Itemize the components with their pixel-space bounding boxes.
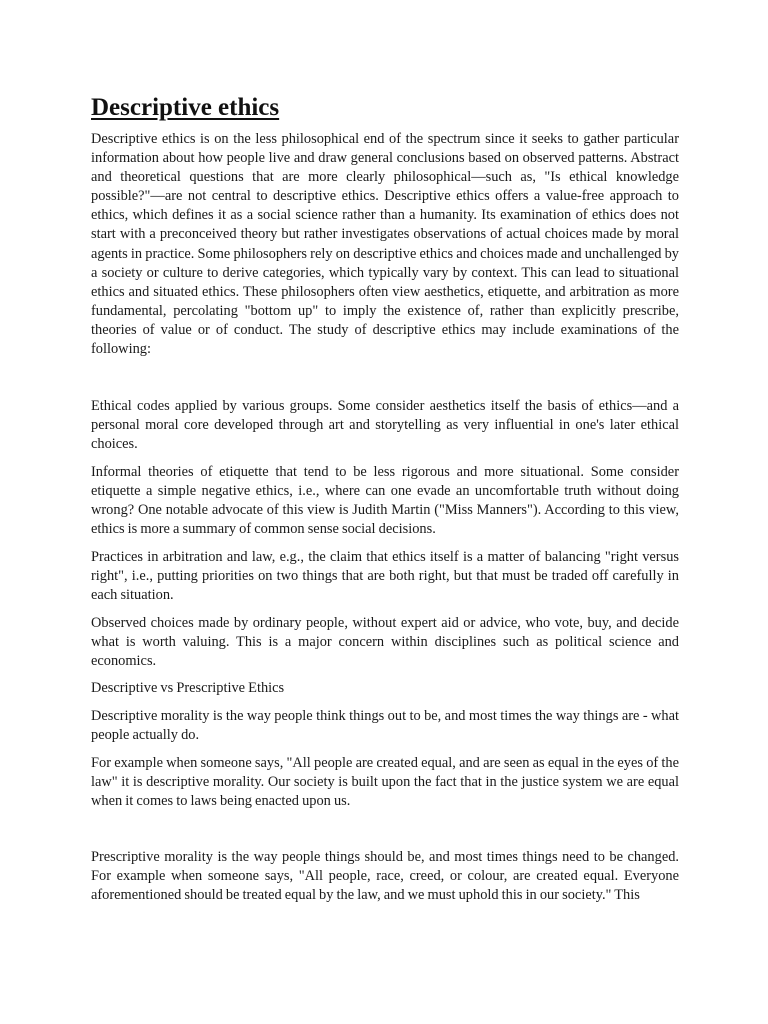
observed-choices-paragraph: Observed choices made by ordinary people, without expert aid or advice, who vote, buy, and decide what is worth valuing. This is a major concern within disciplines such as political science and economics. bbox=[91, 614, 679, 669]
intro-paragraph: Descriptive ethics is on the less philosophical end of the spectrum since it seeks to gather particular information about how people live and draw general conclusions based on observed patterns. Abstract and theoretical questions that are more clearly philosophical—such as, "Is ethical knowledge possible?"—are not central to descriptive ethics. Descriptive ethics offers a value-free approach to ethics, which defines it as a social science rather than a humanity. Its examination of ethics does not start with a preconceived theory but rather investigates observations of actual choices made by moral agents in practice. Some philosophers rely on descriptive ethics and choices made and unchallenged by a society or culture to derive categories, which typically vary by context. This can lead to situational ethics and situated ethics. These philosophers often view aesthetics, etiquette, and arbitration as more fundamental, percolating "bottom up" to imply the existence of, rather than explicitly prescribe, theories of value or of conduct. The study of descriptive ethics may include examinations of the following: bbox=[91, 131, 679, 358]
ethical-codes-paragraph: Ethical codes applied by various groups. Some consider aesthetics itself the basis of ethics—and a personal moral core developed through art and storytelling as very influential in one's later ethical choices. bbox=[91, 398, 679, 453]
descriptive-example-paragraph: For example when someone says, "All people are created equal, and are seen as equal in the eyes of the law" it is descriptive morality. Our society is built upon the fact that in the justice system we are equal when it comes to laws being enacted upon us. bbox=[91, 754, 679, 809]
document-title: Descriptive ethics bbox=[91, 94, 280, 121]
descriptive-morality-paragraph: Descriptive morality is the way people think things out to be, and most times the way things are - what people actually do. bbox=[91, 707, 679, 744]
document-page bbox=[91, 92, 679, 914]
section-heading: Descriptive vs Prescriptive Ethics bbox=[91, 680, 285, 697]
arbitration-paragraph: Practices in arbitration and law, e.g., the claim that ethics itself is a matter of balancing "right versus right", i.e., putting priorities on two things that are both right, but that must be traded off carefully in each situation. bbox=[91, 548, 679, 603]
etiquette-paragraph: Informal theories of etiquette that tend to be less rigorous and more situational. Some consider etiquette a simple negative ethics, i.e., where can one evade an uncomfortable truth without doing wrong? One notable advocate of this view is Judith Martin ("Miss Manners"). According to this view, ethics is more a summary of common sense social decisions. bbox=[91, 463, 679, 538]
prescriptive-morality-paragraph: Prescriptive morality is the way people things should be, and most times things need to be changed. For example when someone says, "All people, race, creed, or colour, are created equal. Everyone aforementioned should be treated equal by the law, and we must uphold this in our society." This bbox=[91, 848, 679, 904]
